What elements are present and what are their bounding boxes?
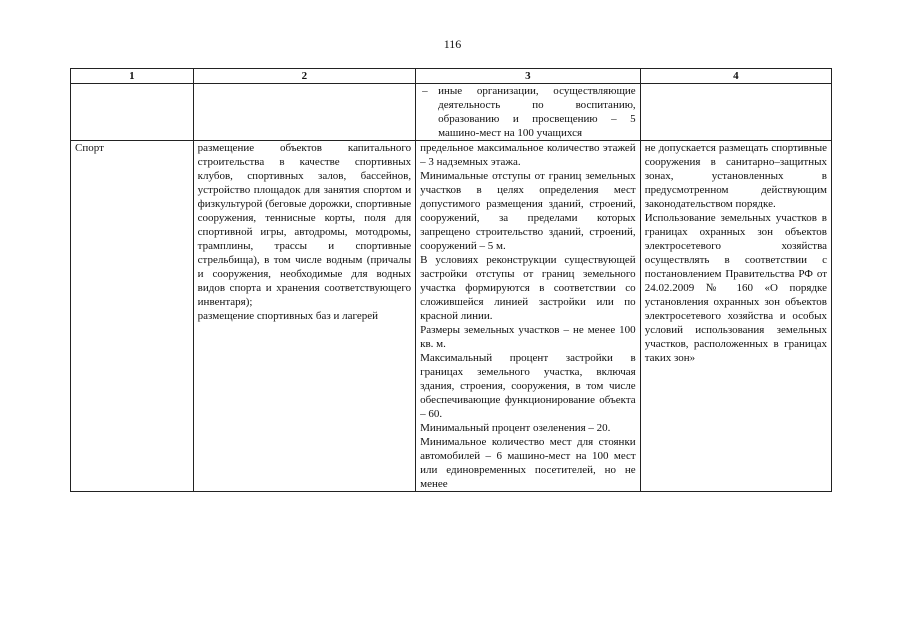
table-row [71, 84, 832, 141]
regulations-table [70, 68, 832, 492]
list-item: – иные организации, осуществляющие деятельность по воспитанию, образованию и просвещению – 5 машино-мест на 100 учащихся [420, 84, 636, 140]
use-paragraph: размещение спортивных баз и лагерей [197, 310, 378, 322]
land-use-type: Спорт [71, 141, 194, 492]
table-row-sport [71, 141, 832, 492]
parameter-paragraph: Размеры земельных участков – не менее 100 кв. м. [420, 324, 636, 350]
cell-empty-4 [640, 84, 831, 141]
permitted-use-description [193, 141, 415, 492]
header-cell-2: 2 [193, 69, 415, 84]
header-cell-4: 4 [640, 69, 831, 84]
cell-empty-2 [193, 84, 415, 141]
parameter-paragraph: Минимальные отступы от границ земельных участков в целях определения мест допустимого размещения зданий, строений, сооружений, за пределами которых запрещено строительство зданий, строений, сооружений – 5 м. [420, 170, 636, 252]
cell-parking-continuation [416, 84, 641, 141]
parameter-paragraph: предельное максимальное количество этажей – 3 надземных этажа. [420, 142, 636, 168]
parameter-paragraph: Минимальное количество мест для стоянки автомобилей – 6 машино-мест на 100 мест или единовременных посетителей, но не менее [420, 436, 636, 490]
parameter-paragraph: Максимальный процент застройки в границах земельного участка, включая здания, строения, сооружения, в том числе обеспечивающие функционирование объекта – 60. [420, 352, 636, 420]
parameters-cell [416, 141, 641, 492]
header-row [71, 69, 832, 84]
header-cell-3: 3 [416, 69, 641, 84]
header-cell-1: 1 [71, 69, 194, 84]
parking-list [420, 84, 636, 140]
restriction-paragraph: не допускается размещать спортивные сооружения в санитарно–защитных зонах, установленных в предусмотренном действующим законодательством порядке. [644, 142, 827, 210]
use-paragraph: размещение объектов капитального строительства в качестве спортивных клубов, спортивных залов, бассейнов, устройство площадок для занятия спортом и физкультурой (беговые дорожки, спортивные сооружения, теннисные корты, поля для спортивной игры, автодромы, мотодромы, трамплины, трассы и спортивные стрельбища), в том числе водным (причалы и сооружения, необходимые для водных видов спорта и хранения соответствующего инвентаря); [197, 142, 412, 308]
restriction-paragraph: Использование земельных участков в границах охранных зон объектов электросетевого хозяйства осуществлять в соответствии с постановлением Правительства РФ от 24.02.2009 № 160 «О порядке установления охранных зон объектов электросетевого хозяйства и особых условий использования земельных участков, расположенных в границах таких зон» [644, 212, 827, 364]
parameter-paragraph: Минимальный процент озеленения – 20. [420, 422, 611, 434]
cell-empty-1 [71, 84, 194, 141]
restrictions-cell [640, 141, 831, 492]
parameter-paragraph: В условиях реконструкции существующей застройки отступы от границ земельного участка формируются в соответствии со сложившейся линией застройки или по красной линии. [420, 254, 636, 322]
page-number: 116 [443, 37, 462, 51]
